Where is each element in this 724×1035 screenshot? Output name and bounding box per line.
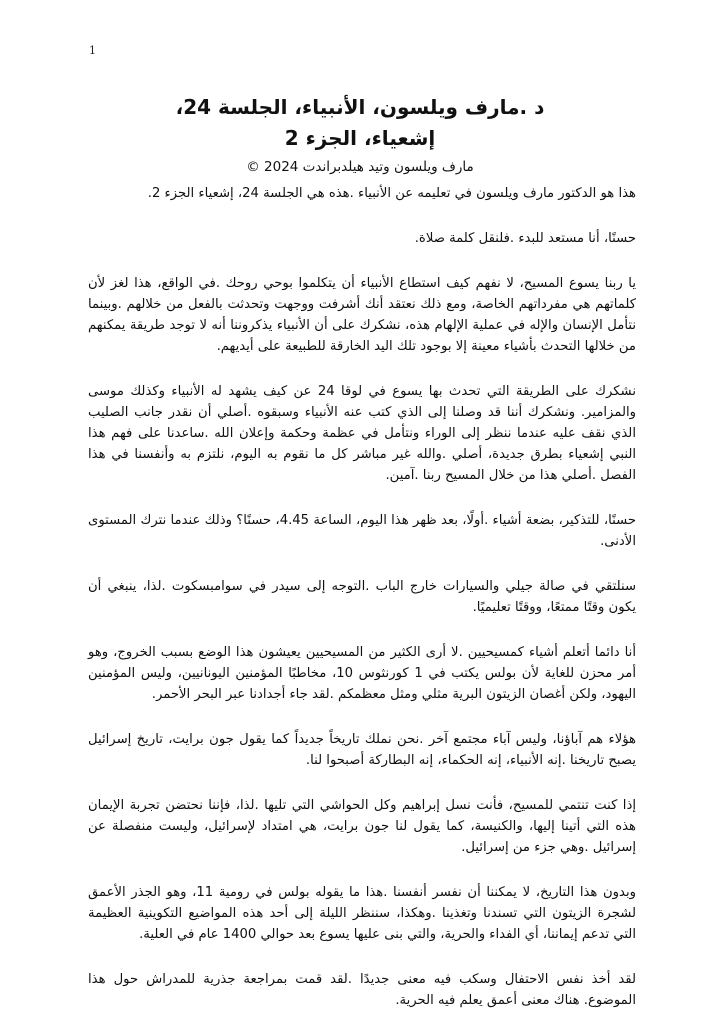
page-number: 1: [89, 44, 96, 57]
paragraph-8: هؤلاء هم آباؤنا، وليس آباء مجتمع آخر .نحن نملك تاريخاً جديداً كما يقول جون برايت، تاريخ إسرائيل يصبح تاريخنا .إنه الأنبياء، إنه الحكماء، إنه البطاركة أصبحوا لنا.: [88, 732, 636, 768]
paragraph-9: إذا كنت تنتمي للمسيح، فأنت نسل إبراهيم وكل الحواشي التي تليها .لذا، فإننا نحتضن تجربة الإيمان هذه التي أتينا إليها، والكنيسة، كما يقول لنا جون برايت، هي امتداد لإسرائيل، وليست منفصلة عن إسرائيل .وهي جزء من إسرائيل.: [88, 798, 636, 855]
paragraph-3: يا ربنا يسوع المسيح، لا نفهم كيف استطاع الأنبياء أن يتكلموا بوحي روحك .في الواقع، هذا لغز لأن كلماتهم هي مفرداتهم الخاصة، ومع ذلك نعتقد أنك أشرفت ووجهت وتحدثت بالفعل من خلالهم .وبينما نتأمل الإنسان والإله في عملية الإلهام هذه، نشكرك على أن الأنبياء يذكروننا أنه لا توجد طريقة يمكنهم من خلالها التحدث بأشياء معينة إلا بوجود تلك اليد الخارقة للطبيعة على أيديهم.: [88, 276, 636, 354]
paragraph-10: وبدون هذا التاريخ، لا يمكننا أن نفسر أنفسنا .هذا ما يقوله بولس في رومية 11، وهو الجذر الأعمق لشجرة الزيتون التي تسندنا وتغذينا .وهكذا، سننظر الليلة إلى أحد هذه المواضيع التكوينية العظيمة التي تدعم إيماننا، أي الفداء والحرية، والتي بنى عليها يسوع بعد حوالي 1400 عام في العلية.: [88, 885, 636, 942]
document-title-line-2: إشعياء، الجزء 2: [284, 126, 436, 150]
paragraph-11: لقد أخذ نفس الاحتفال وسكب فيه معنى جديدًا .لقد قمت بمراجعة جذرية للمدراش حول هذا الموضوع. هناك معنى أعمق يعلم فيه الحرية.: [88, 972, 636, 1008]
document-body: [88, 183, 636, 1035]
title-block: [90, 92, 630, 178]
copyright-line: مارف ويلسون وتيد هيلدبراندت 2024 ©: [246, 159, 474, 175]
paragraph-1: هذا هو الدكتور مارف ويلسون في تعليمه عن الأنبياء .هذه هي الجلسة 24، إشعياء الجزء 2.: [147, 186, 636, 201]
paragraph-2: حسنًا، أنا مستعد للبدء .فلنقل كلمة صلاة.: [414, 231, 636, 246]
paragraph-7: أنا دائما أتعلم أشياء كمسيحيين .لا أرى الكثير من المسيحيين يعيشون هذا الوضع بسبب الخروج، وهو أمر محزن للغاية لأن بولس يكتب في 1 كورنثوس 10، مخاطبًا المؤمنين اليونانيين، وليس المؤمنين اليهود، ولكن أغصان الزيتون البرية مثلي ومثل معظمكم .لقد جاء أجدادنا عبر البحر الأحمر.: [88, 645, 637, 702]
paragraph-6: سنلتقي في صالة جيلي والسيارات خارج الباب .التوجه إلى سيدر في سوامبسكوت .لذا، ينبغي أن يكون وقتًا ممتعًا، ووقتًا تعليميًا.: [88, 579, 636, 615]
document-title-line-1: د .مارف ويلسون، الأنبياء، الجلسة 24،: [175, 95, 545, 119]
paragraph-5: حسنًا، للتذكير، بضعة أشياء .أولًا، بعد ظهر هذا اليوم، الساعة 4.45، حسنًا؟ وذلك عندما نترك المستوى الأدنى.: [88, 513, 637, 549]
paragraph-4: نشكرك على الطريقة التي تحدث بها يسوع في لوقا 24 عن كيف يشهد له الأنبياء وكذلك موسى والمزامير. ونشكرك أننا قد وصلنا إلى الذي كتب عنه الأنبياء وسبقوه .أصلي أن نقدر جانب الصليب الذي نقف عليه عندما ننظر إلى الوراء ونتأمل في عظمة وحكمة وإعلان الله .ساعدنا على فهم هذا النبي إشعياء بطرق جديدة، أصلي .والله غير مباشر كل ما نقوم به اليوم، نلتزم به وأنفسنا في هذا الفصل .أصلي هذا من خلال المسيح ربنا .آمين.: [88, 384, 636, 483]
